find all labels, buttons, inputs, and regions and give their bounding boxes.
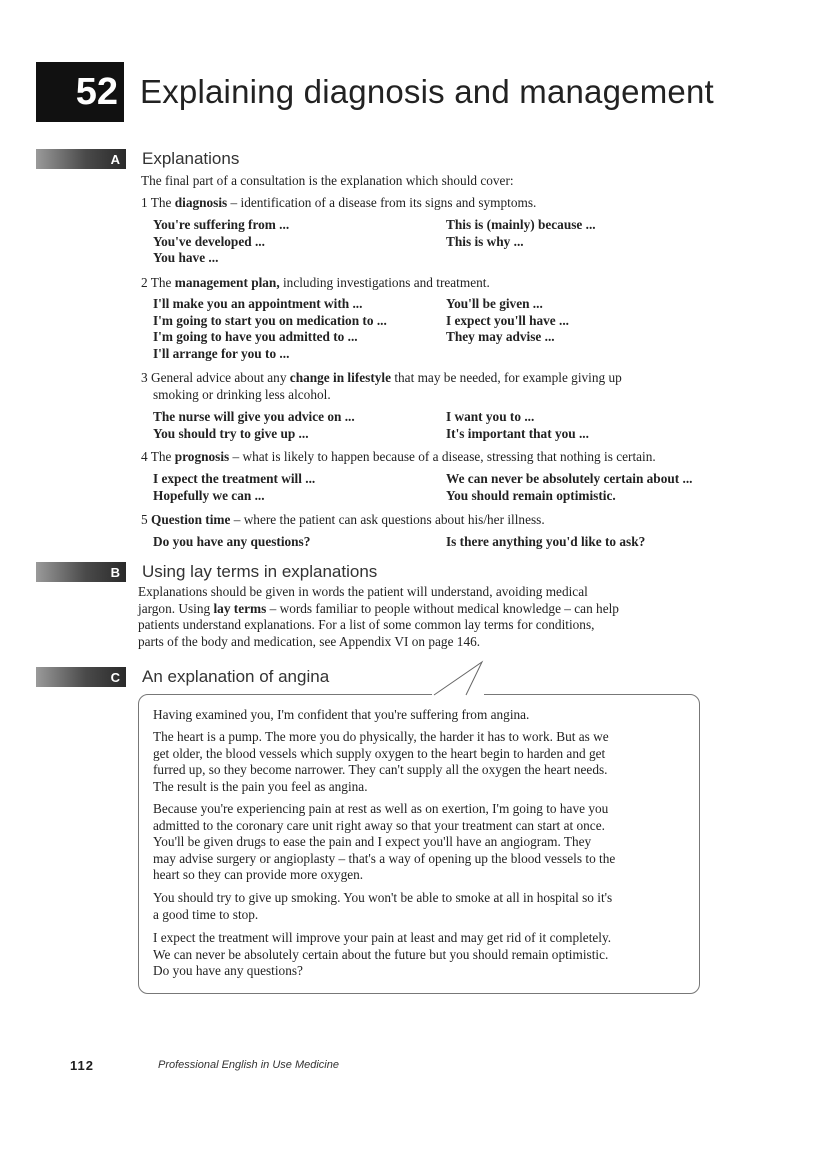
section-c-header xyxy=(36,666,329,688)
para-line: may advise surgery or angioplasty – that's a way of opening up the blood vessels to the xyxy=(153,850,616,866)
item-1-term: diagnosis xyxy=(174,195,228,210)
item-5-phrases-right xyxy=(446,534,645,551)
para-line: We can never be absolutely certain about the future but you should remain optimistic. xyxy=(153,946,609,962)
item-5 xyxy=(141,512,545,529)
item-3-line2: smoking or drinking less alcohol. xyxy=(153,386,331,402)
body-line xyxy=(138,601,619,618)
para-line: You should try to give up smoking. You won't be able to smoke at all in hospital so it's xyxy=(153,890,613,905)
phrase: I expect the treatment will ... xyxy=(153,471,316,486)
item-3-num: 3 xyxy=(141,370,148,385)
phrase: I'm going to have you admitted to ... xyxy=(153,329,358,344)
item-3 xyxy=(141,370,622,403)
item-5-phrases-left xyxy=(153,534,310,551)
section-b-title: Using lay terms in explanations xyxy=(142,562,378,581)
phrase: You should try to give up ... xyxy=(153,425,309,441)
bubble-para-1 xyxy=(153,707,673,724)
section-a-intro: The final part of a consultation is the explanation which should cover: xyxy=(141,173,514,188)
phrase: They may advise ... xyxy=(446,329,555,344)
item-2-num: 2 xyxy=(141,275,148,290)
phrase: This is why ... xyxy=(446,233,524,249)
item-4-num: 4 xyxy=(141,449,148,464)
item-4-term: prognosis xyxy=(174,449,230,464)
para-line: a good time to stop. xyxy=(153,906,259,922)
section-a-title: Explanations xyxy=(142,149,240,168)
item-4-phrases-right xyxy=(446,471,692,504)
item-2-pre: The xyxy=(150,275,175,290)
phrase: Do you have any questions? xyxy=(153,534,311,549)
item-1 xyxy=(141,195,536,212)
section-b-body xyxy=(138,584,619,650)
text-run: jargon. Using xyxy=(138,600,214,616)
item-1-post: – identification of a disease from its signs and symptoms. xyxy=(227,195,537,210)
body-line: patients understand explanations. For a list of some common lay terms for conditions, xyxy=(138,617,595,632)
item-5-num: 5 xyxy=(141,512,148,527)
item-1-phrases-left xyxy=(153,217,289,267)
page-number: 112 xyxy=(70,1058,94,1073)
item-4 xyxy=(141,449,656,466)
phrase: This is (mainly) because ... xyxy=(446,217,596,232)
item-3-phrases-right xyxy=(446,409,589,442)
section-b-header xyxy=(36,561,377,583)
item-3-post: that may be needed, for example giving up xyxy=(391,370,622,385)
lay-terms-term: lay terms xyxy=(213,600,267,616)
phrase: I'll arrange for you to ... xyxy=(153,345,290,361)
item-3-term: change in lifestyle xyxy=(289,370,391,385)
phrase: Hopefully we can ... xyxy=(153,487,265,503)
phrase: You should remain optimistic. xyxy=(446,487,616,503)
unit-number: 52 xyxy=(36,62,124,122)
section-a-letter: A xyxy=(36,149,126,169)
para-line: Having examined you, I'm confident that you're suffering from angina. xyxy=(153,707,530,722)
phrase: I want you to ... xyxy=(446,409,535,424)
unit-header xyxy=(36,62,714,122)
section-a-header xyxy=(36,148,239,170)
body-line: Explanations should be given in words the patient will understand, avoiding medical xyxy=(138,584,588,599)
bubble-para-4 xyxy=(153,890,673,923)
phrase: I expect you'll have ... xyxy=(446,312,569,328)
section-c-letter: C xyxy=(36,667,126,687)
phrase: You have ... xyxy=(153,250,219,265)
section-b-letter: B xyxy=(36,562,126,582)
phrase: You're suffering from ... xyxy=(153,217,290,232)
item-2-phrases-right xyxy=(446,296,569,346)
para-line: You'll be given drugs to ease the pain and I expect you'll have an angiogram. They xyxy=(153,834,592,849)
item-4-pre: The xyxy=(150,449,175,464)
para-line: Because you're experiencing pain at rest as well as on exertion, I'm going to have you xyxy=(153,801,609,816)
bubble-para-2 xyxy=(153,729,673,795)
item-1-pre: The xyxy=(150,195,175,210)
item-3-phrases-left xyxy=(153,409,355,442)
phrase: We can never be absolutely certain about ... xyxy=(446,471,693,486)
para-line: furred up, so they become narrower. They can't supply all the oxygen the heart needs. xyxy=(153,762,608,777)
body-line: parts of the body and medication, see Appendix VI on page 146. xyxy=(138,633,481,649)
para-line: The result is the pain you feel as angina. xyxy=(153,778,368,794)
section-c-title: An explanation of angina xyxy=(142,667,330,686)
phrase: You've developed ... xyxy=(153,233,265,249)
item-1-phrases-right xyxy=(446,217,596,250)
speech-bubble-tail xyxy=(420,660,490,700)
para-line: The heart is a pump. The more you do physically, the harder it has to work. But as we xyxy=(153,729,609,744)
para-line: Do you have any questions? xyxy=(153,963,303,978)
phrase: The nurse will give you advice on ... xyxy=(153,409,355,424)
item-2-post: including investigations and treatment. xyxy=(279,275,490,290)
para-line: I expect the treatment will improve your pain at least and may get rid of it completely. xyxy=(153,930,612,945)
item-5-term: Question time xyxy=(150,512,231,527)
item-1-num: 1 xyxy=(141,195,148,210)
text-run: – words familiar to people without medical knowledge – can help xyxy=(266,600,619,616)
item-4-post: – what is likely to happen because of a disease, stressing that nothing is certain. xyxy=(229,449,656,464)
unit-title: Explaining diagnosis and management xyxy=(140,73,714,110)
phrase: It's important that you ... xyxy=(446,425,589,441)
phrase: I'll make you an appointment with ... xyxy=(153,296,363,311)
phrase: You'll be given ... xyxy=(446,296,543,311)
para-line: heart so they can provide more oxygen. xyxy=(153,867,364,882)
item-4-phrases-left xyxy=(153,471,315,504)
phrase: Is there anything you'd like to ask? xyxy=(446,534,646,549)
book-title: Professional English in Use Medicine xyxy=(158,1059,339,1071)
item-3-pre: General advice about any xyxy=(150,370,290,385)
item-2-term: management plan, xyxy=(174,275,280,290)
item-2 xyxy=(141,275,490,292)
para-line: admitted to the coronary care unit right away so that your treatment can start at once. xyxy=(153,817,605,833)
item-2-phrases-left xyxy=(153,296,387,362)
para-line: get older, the blood vessels which supply oxygen to the heart begin to harden and get xyxy=(153,745,606,761)
bubble-para-3 xyxy=(153,801,673,884)
bubble-para-5 xyxy=(153,930,673,980)
item-5-post: – where the patient can ask questions about his/her illness. xyxy=(230,512,545,527)
phrase: I'm going to start you on medication to ... xyxy=(153,312,387,328)
